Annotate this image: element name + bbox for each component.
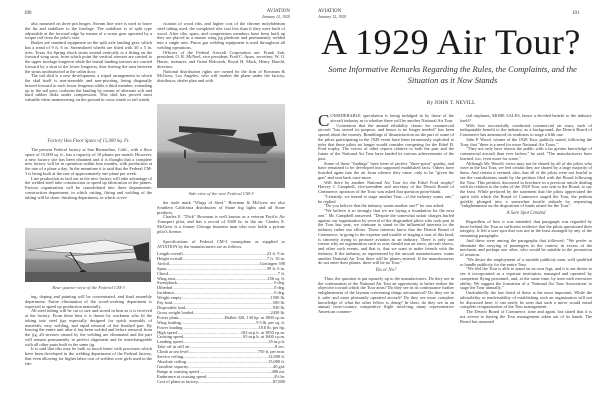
spec-label: Wing area (157, 275, 175, 281)
article-title: A 1929 Air Tour? (321, 22, 581, 62)
paragraph: ing, doping and painting will be concentrated, and final assembly department. Entire elimination of the wood-working department is expected to speed up production materially. (25, 294, 152, 309)
paragraph: Charles E. "Dick" Bowman is well known as a veteran Pacific Air Transport pilot, and has a record of 3500 hr. in the air. Charles E. McGrew is a former Chicago business man who now holds a private pilot's license. (157, 214, 285, 234)
right-col2 (460, 114, 592, 324)
paragraph: It is said that ribs may be built so much faster with processes which have been developed in the welding department of the Federal factory, that even allowing for higher labor cost of welders over girls used in the fab- (25, 346, 152, 366)
spec-value: 0 deg. (274, 290, 285, 296)
spec-value: 1500 lb. (270, 295, 285, 301)
spec-label: Gross weight loaded (157, 309, 194, 315)
left-col1-bottom (25, 295, 152, 366)
spec-value: 35 m.p.h. (268, 339, 285, 345)
spec-value: 102 m.p.h. at 1850 r.p.m. (240, 329, 285, 335)
header-title: AVIATION (318, 9, 342, 14)
paragraph: Undoubtedly the last listed of these is the most important. While the advisability or inadvisability of establishing such an organization will not be discussed here, it can easily be seen that such a move would entail complete reorganization of the Tour management. (460, 290, 592, 310)
spec-value: 7 ft. 10 in. (266, 255, 285, 261)
paragraph: Brakes are standard equipment on the split axle landing gear, which has a tread of 9 ft. 6 in. Streamlined wheels are fitted with 30 x 5 in. tires. Texas Air Spring shock struts extend vertically to a fitting on the forward wing strut, from which point the vertical stresses are carried to the upper fuselage longeron while the lateral landing stresses are carried forward by a strut to the lower longeron, thus leaving the area between the struts unobstructed at the cabin door. (25, 40, 152, 74)
paragraph: "We believe it so strongly that we are laying a foundation for the next one," Mr. Campbell answered. "Despite the somewhat unfair charges hurled against our organization by several of the disgruntled pilots who took part in the Tour last year, we continue to stand in the influential interests to the industry rather our efforts. Those interests know that the Detroit Board of Commerce, in going to the expense and trouble of staging a tour of this kind, is sincerely trying to promote aviation as an industry. There is only one reason why an organization such as ours should run air tours, aircraft shows, and other such events, and that is, that we want to make friends with the industry. If the industry, as represented by the aircraft manufacturers, wants another National Air Tour there will be planes entered. If the manufacturers do not enter their planes, there will be no Tour." (318, 208, 454, 266)
running-header (262, 9, 290, 19)
left-col1-mid (25, 148, 152, 200)
spec-value: 40 gal. (273, 363, 285, 369)
page-number: 101 (572, 11, 580, 16)
paragraph: the trade mark "Wings of Steel." Bowman & McGrew are also Southern California distributors of Stone fog lights and all Stone products. (157, 200, 285, 215)
article-subtitle: Some Informative Remarks Regarding the Rules, the Complaints, and the Situation as it Now Stands (328, 64, 577, 85)
spec-label: Height overall (157, 255, 183, 261)
spec-label: Sweepback (157, 280, 177, 286)
subhead-sore-spot: A Sore Spot Created (506, 211, 546, 216)
spec-value: 930 lb. (272, 304, 285, 310)
paragraph: Some of these "findings" have been of perfect "three-point" quality, and have remained to be developed into supposed established facts. Others have boarded again into the air from whence they came, only to be "given the gun" and sent back once more. (318, 160, 454, 180)
spec-value: 15,000 ft. (268, 358, 285, 364)
paragraph: Will there be another National Air Tour for the Edsel Ford trophy? Harvey J. Campbell, vice-president and secretary of the Detroit Board of Commerce, sponsors of the Tour, was asked that question point-blank. (318, 179, 454, 194)
spec-label: Pay load (157, 300, 173, 306)
spec-label: Cost of plane at factory (157, 378, 199, 384)
spec-value: 7 ft. (277, 270, 285, 276)
spec-label: Chord (157, 270, 168, 276)
spec-label: High speed (157, 329, 177, 335)
spec-value: 2430 lb. (270, 309, 285, 315)
left-col2-mid (157, 201, 285, 234)
leader-dots (198, 380, 273, 385)
spec-label: Power loading (157, 324, 183, 330)
lead-text: ONSIDERABLE speculation is being indulged in by those of the aircraft industry as to whether there will be another National Air Tour. (330, 113, 454, 123)
photo-rear-caption: Rear quarter view of the Federal CM-3 (52, 285, 125, 290)
left-col1-top (25, 22, 152, 103)
spec-label: Power plant (157, 314, 179, 320)
airplane-photo-icon (25, 228, 151, 282)
spec-label: Endurance at cruising speed (157, 373, 207, 379)
paragraph: cial airplanes, MORE SALES, hence a decided benefit to the industry itself? (460, 113, 592, 123)
spec-label: Range at cruising speed (157, 368, 199, 374)
spec-value: 0 deg. (274, 285, 285, 291)
left-col2-top (157, 22, 285, 84)
subhead-yes-or-no: Yes or No? (375, 268, 397, 273)
spec-value: 39 ft. 6 in. (266, 265, 285, 271)
spec-value: 8 sec. (275, 344, 285, 350)
paragraph: "Certainly, we intend to stage another Tour—if the industry wants one," he replied. (318, 193, 454, 204)
spec-label: Landing speed (157, 339, 183, 345)
spec-label: Length overall (157, 251, 183, 256)
spec-label: Service ceiling (157, 354, 184, 360)
paragraph: Thus, the question is put squarely up to the manufacturers. Do they see in the continuation of the National Air Tour an opportunity to better realize the objective toward which the Tour aims? Do they see in its continuance further enlightenment of the layman concerning things aeronautical? Do they see in it safer and more pleasantly operated aircraft? Do they see more complete knowledge of what the other fellow is doing? In short, do they see in an annual cross-country competitive flight involving many representative American commer- (318, 275, 454, 314)
spec-label: Weight empty (157, 295, 182, 301)
paragraph: Officers of the Federal Aircraft Corporation are: Frank Sab, president; O. R. McNeel, vice president; Fred C. Ayars, secretary; W. O. Harris, treasurer, and Grant Holcomb, Royal H. Mack, Henry Harold, directors. (157, 49, 285, 69)
spec-value: 95 m.p.h. at 1600 r.p.m. (243, 334, 285, 340)
spec-label: Airfoil (157, 260, 169, 266)
header-date: January 12, 1929 (261, 14, 290, 19)
spec-label: Dihedral (157, 285, 173, 291)
paragraph: "We desire the employment of a suitable publicity man, well qualified to handle publicity for the entire Tour. (460, 256, 592, 267)
spec-label: Cruising speed (157, 334, 184, 340)
spec-label: Absolute ceiling (157, 358, 186, 364)
spec-table (157, 252, 285, 384)
paragraph: All steel tubing will be cut to size and stored in bins as it is received at the factory. From these bins it is drawn by workmen who fit the tubing into steel jigs especially designed for quick assembly of materials, easy welding, and rapid removal of the finished part. By leaving the entire unit after it has been welded and before removal from the jig, all stresses caused by the welding are eliminated and the part will remain permanently in perfect alignment and be interchangeable with all other parts built in the same jig. (25, 308, 152, 347)
spec-label: Climb at sea level (157, 349, 189, 355)
spec-label: Span (157, 265, 166, 271)
paragraph: The tail skid is a new development, a tripod arrangement in which the skid itself is non-steerable and non-pivoting, being diagonally braced forward to each lower longeron while a third member, extending up to the tail post, cushions the landing by means of alternate soft and hard rubber disks under compression. This skid has proved most valuable when maneuvering on the ground in cross winds or tail winds. (25, 73, 152, 102)
spec-label: Wing loading (157, 319, 181, 325)
spec-value: 12,000 ft. (268, 354, 285, 360)
spec-label: Gasoline capacity (157, 363, 189, 369)
photo-rear-quarter-view (25, 228, 151, 282)
paragraph: With four successfully conducted commercial air tours, each of indisputable benefit to the industry, as a background, the Detroit Board of Commerce has announced its readiness to stage a fifth one. (460, 122, 592, 137)
paragraph: "Do you believe that the industry wants another one?" he was asked. (324, 203, 445, 209)
paragraph: John P. Wood, winner of the 1928 Tour, publicly stated, following the Tour, that "there is a need for more National Air Tours." (460, 136, 592, 147)
header-date: January 12, 1929 (318, 14, 347, 19)
paragraph: Contention that the annual reliability classic for commercial aircraft "has served its purpose, and hence is no longer needed" has been spread about the country. Rumblings of dissatisfaction on the part of some of the pilots participating in the 1928 event have been erroneously exploited to infer that these pilots no longer would consider competing for the Edsel B. Ford trophy. The voices of other reports relative to both the past and the future of the National Air Tour have lauded its various achievements of the past. (318, 122, 454, 161)
airplane-photo-icon (157, 104, 285, 188)
paragraph: "They not only have shown the public with a far greater knowledge of commercial aircraft than ever before," he said. "The manufacturers have learned, too, even more for some." (460, 146, 592, 161)
spec-value: Hallett 320, 130 hp. at 1800 r.p.m. (224, 314, 285, 320)
drop-cap: C (318, 111, 330, 130)
paragraph: The present Federal factory at San Bernardino, Calif., with a floor space of 15,000 sq. ft., has a capacity of 10 planes per month. However, a new factory site has been obtained and it is thought that a complete new factory will be in operation within four months, with production at the rate of a plane a day. In the meantime it is said that the Federal CM-3 is being built at the rate of approximately one plane per week. (25, 147, 152, 176)
running-header (318, 9, 346, 19)
right-col1-top (318, 111, 454, 315)
spec-value: Gottingen 398 (259, 260, 285, 266)
spec-label: Take off in still air (157, 344, 190, 350)
spec-value: 23 ft. 9 in. (266, 251, 285, 256)
paragraph: National distribution rights are owned by the firm of Bowman & McGrew, Los Angeles, who will market the plane under the factory, distributor, dealer plan and with (157, 68, 285, 83)
subhead-factory: Factory Has Floor Space of 15,000 Sq. Ft. (47, 139, 130, 144)
page-number: 100 (24, 11, 32, 16)
spec-row (157, 380, 285, 385)
paragraph: rication of wood ribs, and higher cost of the chrome molybdenum steel tubing used, the completed ribs cost less than if they were built of wood. After ribs, spars, and compression members have been built up they are placed in a master wing jig platform and permanently welded into a single unit. Purox gas welding equipment is used throughout all welding operations. (157, 21, 285, 50)
paragraph: The Detroit Board of Commerce, time and again, has stated that it is not averse to having the Tour management taken out of its hands. The Board has assumed (460, 309, 592, 324)
spec-value: 750 ft. per min. (257, 349, 285, 355)
spec-value: 4½ hr. (273, 373, 285, 379)
paragraph: Although Mr. Wood's views may not be shared by all of the pilots who were in the last Tour, we feel certain they are shared by a large majority of them. And certain it seemed, also, that all of the pilots were not fearful to see the contributions made by the petition filed with the Board following the Tour. This petition, discussed in brochure in a previous article dealing with its relation to the rules of the 1928 Tour, was sent to the Board, to say the least. While prefaced by the statement that the pilots appreciated the spirit with which the Board of Commerce staged the Tour, the petition quickly plunged into a somewhat hostile attitude by requesting "enlightenment on the disposition of funds raised for the Tour." (460, 160, 592, 209)
paragraph: Specifications of Federal CM-3 monoplane as supplied to AVIATION by the manufacturers are as follows: (157, 239, 285, 249)
spec-label: Incidence (157, 290, 175, 296)
paragraph: And these were among the paragraphs that followed: "We prefer to eliminate the carrying of passengers in the contest, in excess of the mechanic and perhaps one other, who would be suitable in the promotion of aviation. (460, 237, 592, 257)
paragraph: Regardless of how it was intended, that paragraph was regarded by those behind the Tour as sufficient evidence that the pilots questioned their integrity. It left a sore spot that was not in the least assuaged by any of the remaining paragraphs. (460, 218, 592, 238)
spec-value: $7,800 (272, 378, 285, 384)
byline: By JOHN T. NEVILL (426, 100, 476, 106)
paragraph: "We feel the Tour is able to stand on its own legs, and it is our desire to see it incorporated as a separate institution, managed and operated by competent flying personnel, and, at the same time, by men with executive ability. We suggest the formation of a 'National Air Tour Association' to stage the Tour annually." (460, 266, 592, 291)
spec-value: 18.6 lb. per hp. (258, 324, 285, 330)
paragraph: also mounted on three pin hinges. Stream line wire is used to brace the fin and stabilizer to the fuselage. The stabilizer is of split type adjustable at the forward edge by means of a worm gear operated by a torque rod from the pilot's seat. (25, 21, 152, 41)
spec-intro (157, 240, 285, 250)
spec-label: Disposable load (157, 304, 186, 310)
paragraph: Line production as laid out in the new factory will take advantage of the welded steel tube construction to speed up fabrication of the planes. Factory organization will be consolidated into three departments: construction department, in which cutting, fitting and welding of the tubing will be done; finishing department, in which cover- (25, 175, 152, 200)
photo-side-caption: Side view of the new Federal CM-3 (188, 191, 254, 196)
photo-side-view (157, 104, 285, 188)
spec-value: 256 sq. ft. (267, 275, 285, 281)
spec-value: 500 lb. (272, 300, 285, 306)
spec-value: 0 deg. (274, 280, 285, 286)
spec-value: 400 mi. (271, 368, 285, 374)
spec-value: 9.5 lb. per sq. ft. (256, 319, 285, 325)
header-title: AVIATION (266, 9, 290, 14)
